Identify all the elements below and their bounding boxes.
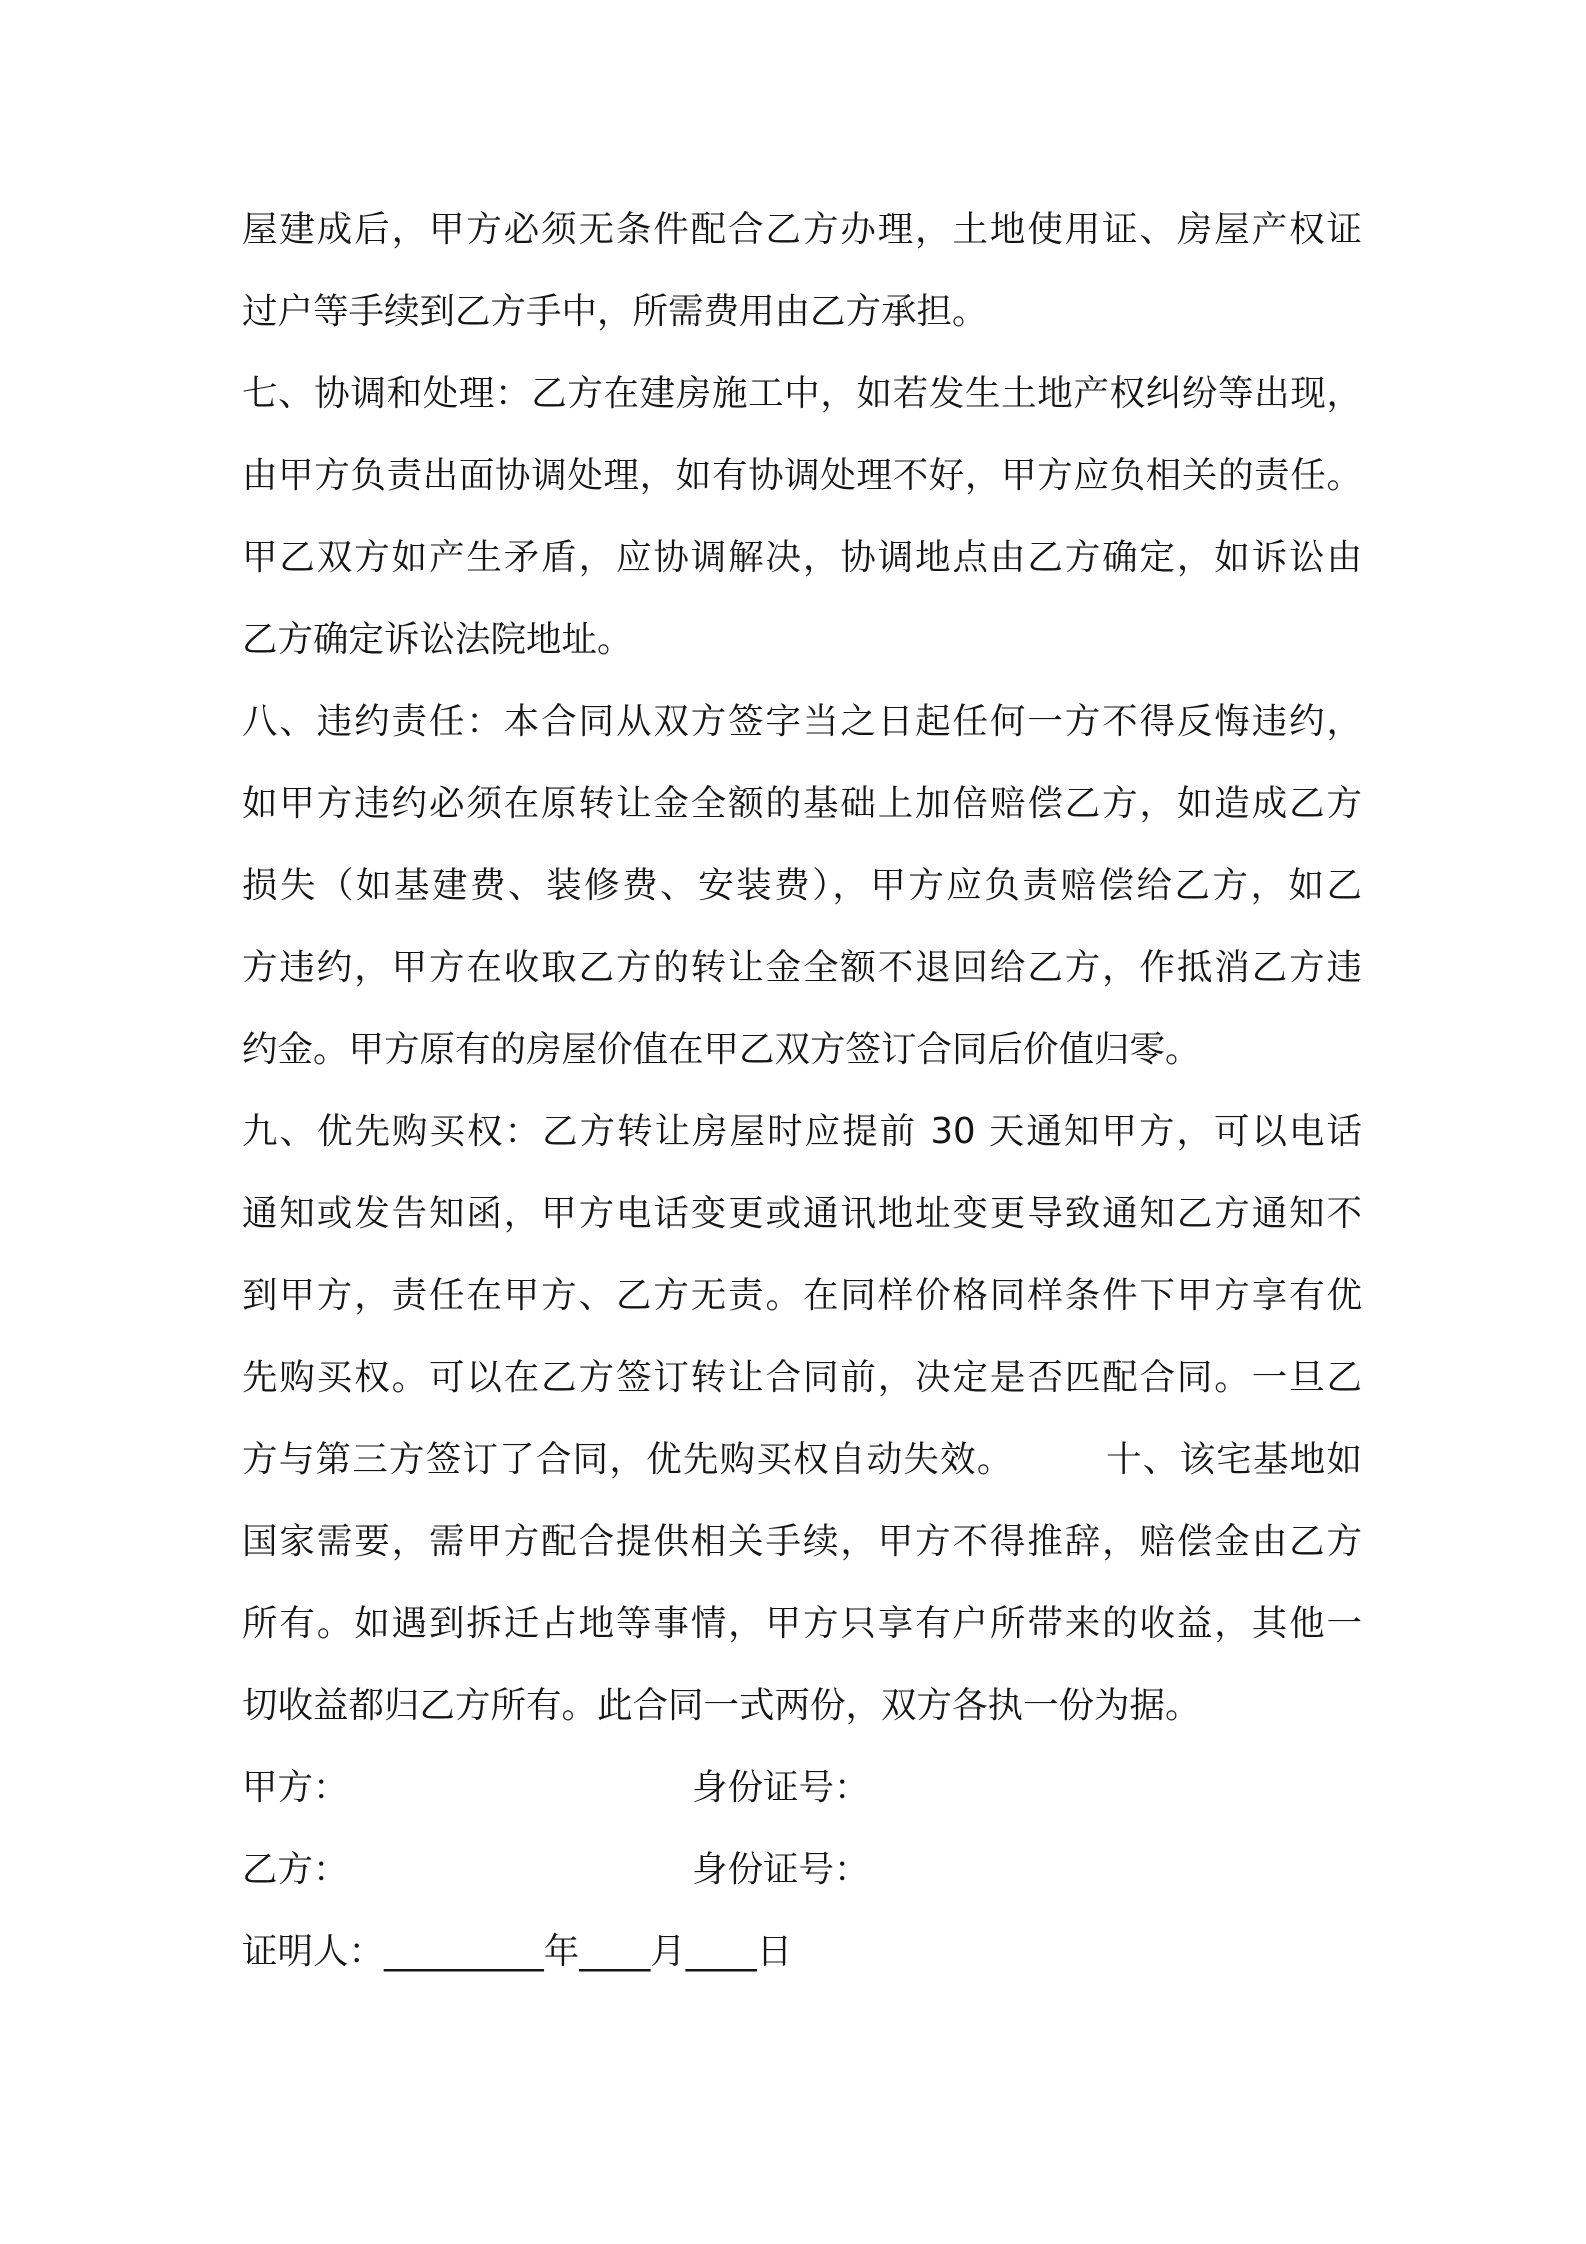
section-8-heading-line: 八、违约责任：本合同从双方签字当之日起任何一方不得反悔违约，	[242, 701, 1362, 742]
section-7-heading-line: 七、协调和处理：乙方在建房施工中，如若发生土地产权纠纷等出现，	[242, 373, 1362, 414]
party-a-id-label: 身份证号：	[692, 1767, 870, 1808]
body-line: 约金。甲方原有的房屋价值在甲乙双方签订合同后价值归零。	[242, 1029, 1201, 1070]
body-line: 甲乙双方如产生矛盾，应协调解决，协调地点由乙方确定，如诉讼由	[242, 537, 1362, 578]
party-b-id-label: 身份证号：	[692, 1849, 870, 1890]
body-line: 通知或发告知函，甲方电话变更或通讯地址变更导致通知乙方通知不	[242, 1193, 1362, 1234]
body-line: 由甲方负责出面协调处理，如有协调处理不好，甲方应负相关的责任。	[242, 455, 1362, 496]
body-line: 屋建成后，甲方必须无条件配合乙方办理，土地使用证、房屋产权证	[242, 209, 1362, 250]
body-line: 方与第三方签订了合同，优先购买权自动失效。 十、该宅基地如	[242, 1439, 1362, 1480]
party-a-label: 甲方：	[242, 1767, 349, 1808]
body-line: 切收益都归乙方所有。此合同一式两份，双方各执一份为据。	[242, 1685, 1201, 1726]
witness-date-line: 证明人：_________年____月____日	[242, 1931, 793, 1972]
body-line: 损失（如基建费、装修费、安装费），甲方应负责赔偿给乙方，如乙	[242, 865, 1362, 906]
body-line: 方违约，甲方在收取乙方的转让金全额不退回给乙方，作抵消乙方违	[242, 947, 1362, 988]
party-b-label: 乙方：	[242, 1849, 349, 1890]
body-line: 所有。如遇到拆迁占地等事情，甲方只享有户所带来的收益，其他一	[242, 1603, 1362, 1644]
body-line: 过户等手续到乙方手中，所需费用由乙方承担。	[242, 291, 988, 332]
body-line: 国家需要，需甲方配合提供相关手续，甲方不得推辞，赔偿金由乙方	[242, 1521, 1362, 1562]
section-9-heading-line: 九、优先购买权：乙方转让房屋时应提前 30 天通知甲方，可以电话	[242, 1111, 1362, 1152]
body-line: 到甲方，责任在甲方、乙方无责。在同样价格同样条件下甲方享有优	[242, 1275, 1362, 1316]
body-line: 如甲方违约必须在原转让金全额的基础上加倍赔偿乙方，如造成乙方	[242, 783, 1362, 824]
body-line: 先购买权。可以在乙方签订转让合同前，决定是否匹配合同。一旦乙	[242, 1357, 1362, 1398]
body-line: 乙方确定诉讼法院地址。	[242, 619, 633, 660]
